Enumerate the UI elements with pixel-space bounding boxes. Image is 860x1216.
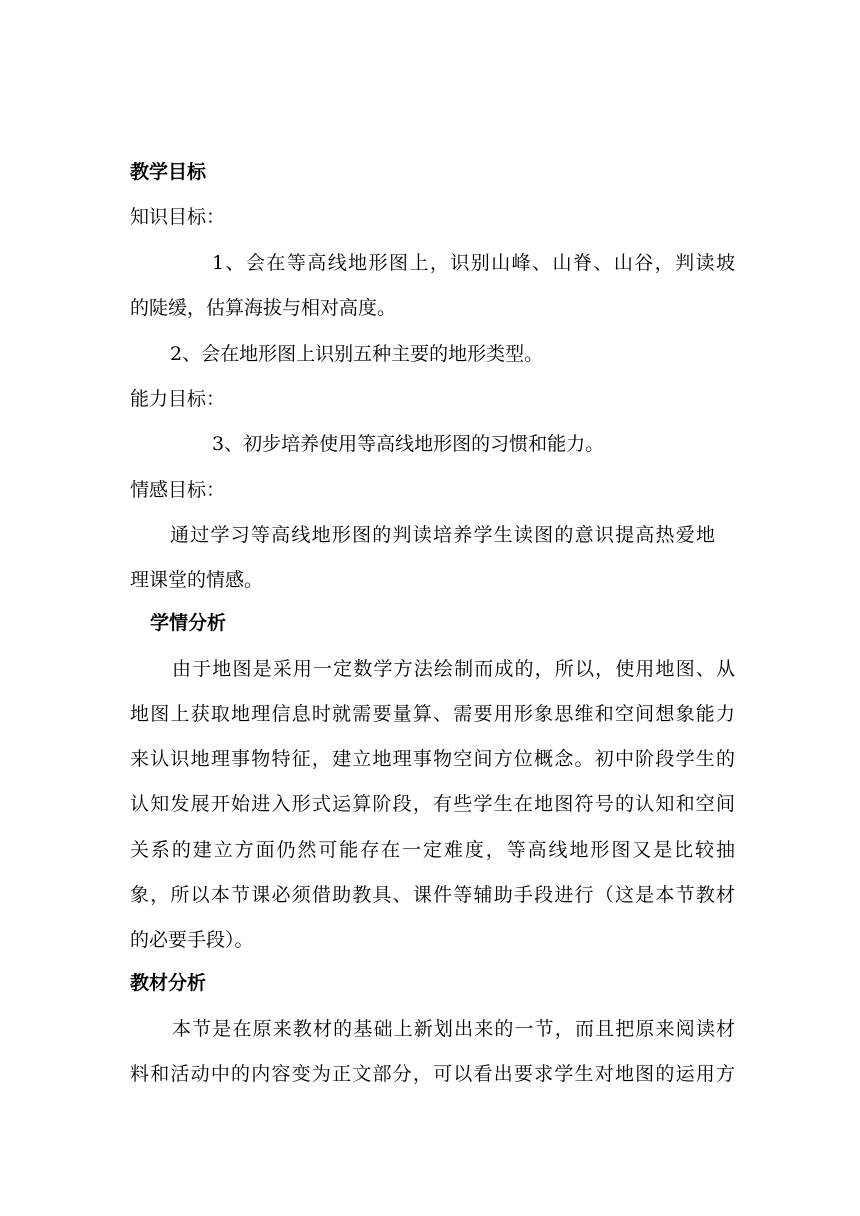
emotion-goal-line-1: 通过学习等高线地形图的判读培养学生读图的意识提高热爱地	[170, 524, 715, 546]
goal-item-1-line-1: 1、会在等高线地形图上，识别山峰、山脊、山谷，判读坡	[212, 252, 735, 274]
goal-item-2: 2、会在地形图上识别五种主要的地形类型。	[170, 343, 544, 365]
textbook-analysis-line: 本节是在原来教材的基础上新划出来的一节，而且把原来阅读材	[172, 1018, 735, 1040]
emotion-goals-label: 情感目标：	[130, 479, 226, 501]
student-analysis-line: 地图上获取地理信息时就需要量算、需要用形象思维和空间想象能力	[130, 703, 735, 725]
student-analysis-line: 象，所以本节课必须借助教具、课件等辅助手段进行（这是本节教材	[130, 884, 735, 906]
student-analysis-line: 关系的建立方面仍然可能存在一定难度，等高线地形图又是比较抽	[130, 839, 735, 861]
teaching-goals-heading: 教学目标	[130, 161, 207, 183]
goal-item-3: 3、初步培养使用等高线地形图的习惯和能力。	[212, 433, 605, 455]
textbook-analysis-heading: 教材分析	[130, 972, 207, 994]
emotion-goal-line-2: 理课堂的情感。	[130, 569, 264, 591]
student-analysis-line: 由于地图是采用一定数学方法绘制而成的，所以，使用地图、从	[172, 658, 735, 680]
student-analysis-line: 认知发展开始进入形式运算阶段，有些学生在地图符号的认知和空间	[130, 793, 735, 815]
knowledge-goals-label: 知识目标：	[130, 206, 226, 228]
student-analysis-line: 的必要手段）。	[130, 929, 254, 951]
goal-item-1-line-2: 的陡缓，估算海拔与相对高度。	[130, 297, 397, 319]
ability-goals-label: 能力目标：	[130, 388, 226, 410]
student-analysis-line: 来认识地理事物特征，建立地理事物空间方位概念。初中阶段学生的	[130, 748, 735, 770]
textbook-analysis-line: 料和活动中的内容变为正文部分，可以看出要求学生对地图的运用方	[130, 1063, 735, 1085]
student-analysis-heading: 学情分析	[150, 612, 227, 634]
